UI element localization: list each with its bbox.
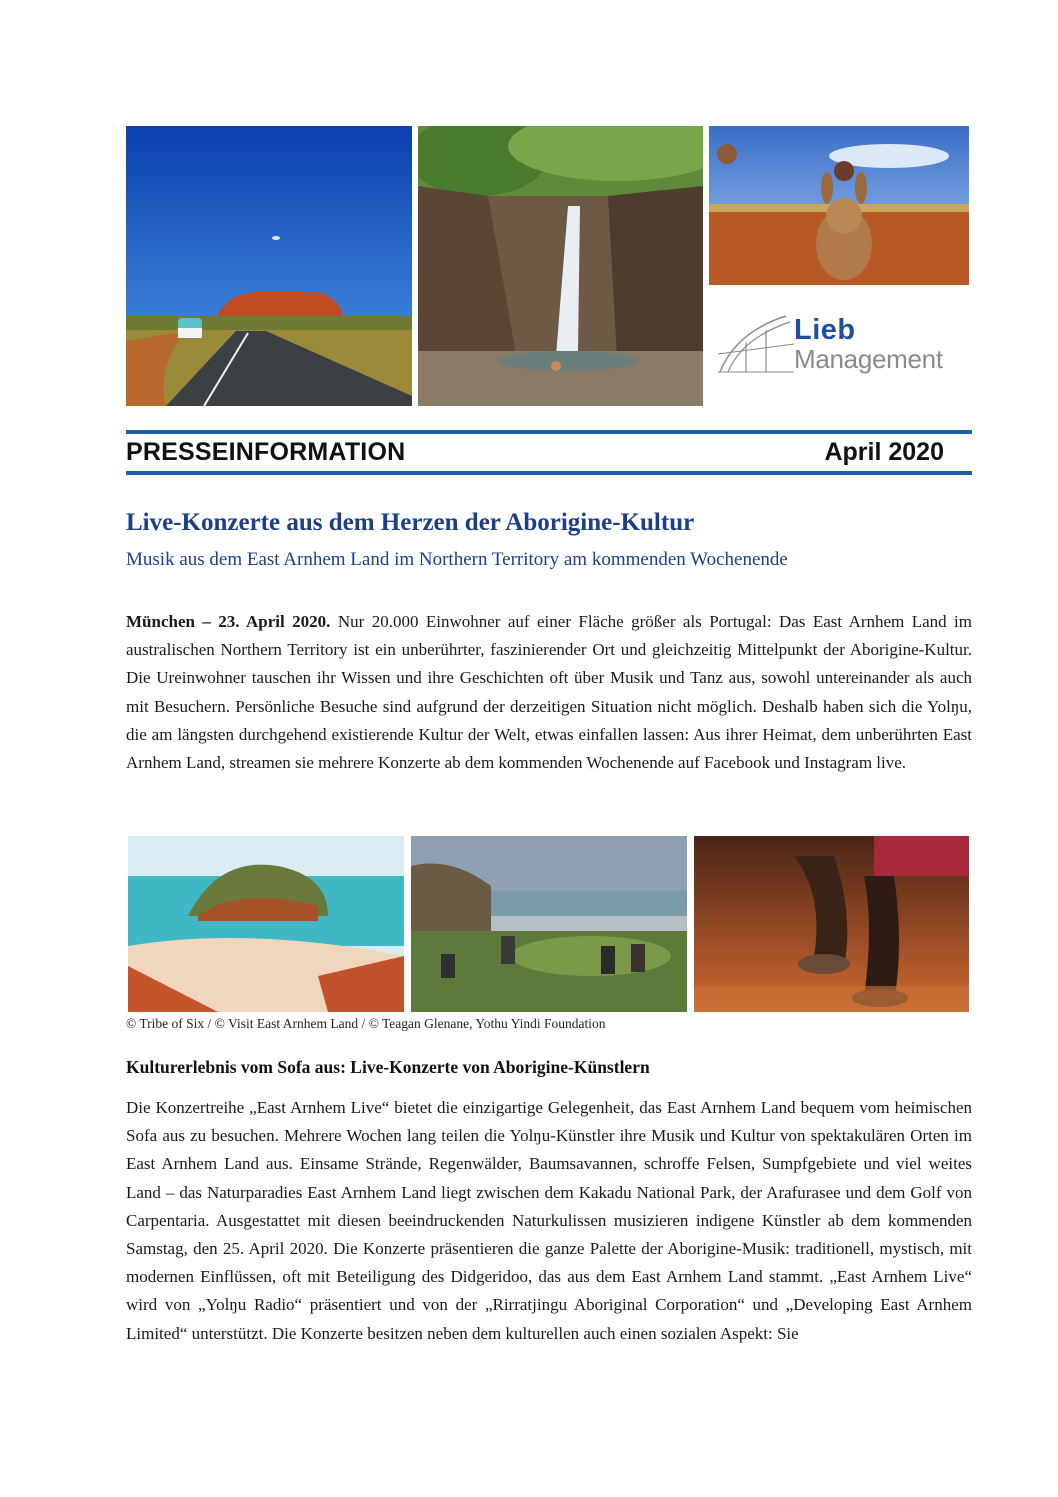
subheadline: Musik aus dem East Arnhem Land im Northern Territory am kommenden Wochenende <box>126 549 788 570</box>
headline: Live-Konzerte aus dem Herzen der Aborigine-Kultur <box>126 509 695 536</box>
kangaroo-outback-photo <box>709 126 969 285</box>
logo-mark-icon <box>716 312 796 376</box>
section-title: Kulturerlebnis vom Sofa aus: Live-Konzerte von Aborigine-Künstlern <box>126 1057 650 1077</box>
uluru-road-photo <box>126 126 412 406</box>
header-rule-bottom <box>126 471 972 475</box>
press-label: PRESSEINFORMATION <box>126 438 406 466</box>
logo-text-lieb: Lieb <box>794 314 856 346</box>
musicians-landscape-photo <box>411 836 687 1012</box>
dateline: München – 23. April 2020. <box>126 612 331 631</box>
dancer-feet-photo <box>694 836 969 1012</box>
logo-text-management: Management <box>794 344 943 374</box>
header-rule-top <box>126 430 972 434</box>
beach-island-photo <box>128 836 404 1012</box>
photo-caption: © Tribe of Six / © Visit East Arnhem Land / © Teagan Glenane, Yothu Yindi Foundation <box>126 1016 606 1031</box>
press-date: April 2020 <box>824 438 944 466</box>
intro-text: Nur 20.000 Einwohner auf einer Fläche größer als Portugal: Das East Arnhem Land im australischen Northern Territory ist ein unberührter, faszinierender Ort und gleichzeitig Mittelpunkt der Aborigine-Kultur. Die Ureinwohner tauschen ihr Wissen und ihre Geschichten oft über Musik und Tanz aus, sowohl untereinander als auch mit Besuchern. Persönliche Besuche sind aufgrund der derzeitigen Situation nicht möglich. Deshalb haben sich die Yolŋu, die am längsten durchgehend existierende Kultur der Welt, etwas einfallen lassen: Aus ihrer Heimat, dem unberührten East Arnhem Land, streamen sie mehrere Konzerte ab dem kommenden Wochenende auf Facebook und Instagram live. <box>126 612 972 773</box>
company-logo <box>716 312 968 378</box>
intro-paragraph <box>126 608 972 777</box>
section-paragraph: Die Konzertreihe „East Arnhem Live“ bietet die einzigartige Gelegenheit, das East Arnhem Land bequem vom heimischen Sofa aus zu besuchen. Mehrere Wochen lang teilen die Yolŋu-Künstler ihre Musik und Kultur von spektakulären Orten im East Arnhem Land aus. Einsame Strände, Regenwälder, Baumsavannen, schroffe Felsen, Sumpfgebiete und viel weites Land – das Naturparadies East Arnhem Land liegt zwischen dem Kakadu National Park, der Arafurasee und dem Golf von Carpentaria. Ausgestattet mit diesen beeindruckenden Naturkulissen musizieren indigene Künstler ab dem kommenden Samstag, den 25. April 2020. Die Konzerte präsentieren die ganze Palette der Aborigine-Musik: traditionell, mystisch, mit modernen Einflüssen, oft mit Beteiligung des Didgeridoo, das aus dem East Arnhem Land stammt. „East Arnhem Live“ wird von „Yolŋu Radio“ präsentiert und von der „Rirratjingu Aboriginal Corporation“ und „Developing East Arnhem Limited“ unterstützt. Die Konzerte besitzen neben dem kulturellen auch einen sozialen Aspekt: Sie <box>126 1098 972 1343</box>
waterfall-gorge-photo <box>418 126 703 406</box>
